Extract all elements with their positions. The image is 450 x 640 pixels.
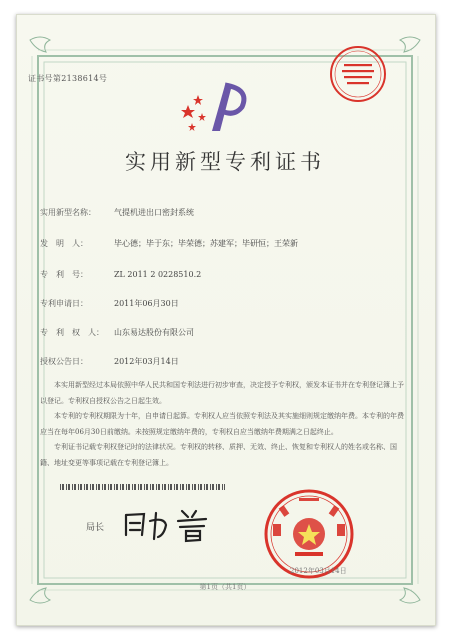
seal-date: 2012年03月14日 — [290, 567, 347, 575]
certificate-number: 证书号第2138614号 — [28, 74, 108, 83]
field-patent-number — [40, 269, 201, 280]
director-signature — [120, 505, 230, 545]
field-label: 发 明 人： — [40, 239, 88, 248]
body-paragraph: 本实用新型经过本局依照中华人民共和国专利法进行初步审查，决定授予专利权，颁发本证书并在专利登记簿上予以登记。专利权自授权公告之日起生效。 — [40, 381, 404, 405]
field-label: 实用新型名称： — [40, 208, 96, 217]
patent-office-emblem-icon — [170, 75, 260, 135]
page-title: 实用新型专利证书 — [125, 150, 325, 174]
director-label: 局长 — [86, 523, 105, 533]
field-inventors — [40, 238, 298, 249]
field-label: 授权公告日： — [40, 357, 88, 366]
field-application-date — [40, 298, 179, 309]
barcode — [60, 484, 225, 490]
field-value: 2011年06月30日 — [114, 299, 179, 308]
field-value: ZL 2011 2 0228510.2 — [114, 270, 202, 279]
field-grant-date — [40, 356, 179, 367]
certificate-body — [40, 378, 410, 471]
body-paragraph: 专利证书记载专利权登记时的法律状况。专利权的转移、质押、无效、终止、恢复和专利权人的姓名或名称、国籍、地址变更等事项记载在专利登记簿上。 — [40, 443, 397, 467]
field-value: 毕心德；毕于东；毕荣德；苏建军；毕研恒；王荣新 — [114, 239, 298, 248]
body-paragraph: 本专利的专利权期限为十年，自申请日起算。专利权人应当依照专利法及其实施细则规定缴纳年费。本专利的年费应当在每年06月30日前缴纳。未按照规定缴纳年费的，专利权自应当缴纳年费期满之日起终止。 — [40, 412, 404, 436]
registration-stamp — [328, 44, 388, 104]
field-label: 专 利 号： — [40, 270, 88, 279]
field-label: 专利申请日： — [40, 299, 88, 308]
field-patentee — [40, 327, 194, 338]
page-number: 第1页（共1页） — [199, 583, 251, 591]
field-value: 2012年03月14日 — [114, 357, 179, 366]
field-value: 山东易达股份有限公司 — [114, 328, 194, 337]
field-label: 专 利 权 人： — [40, 328, 104, 337]
field-utility-model-name — [40, 207, 194, 218]
field-value: 气提机进出口密封系统 — [114, 208, 194, 217]
